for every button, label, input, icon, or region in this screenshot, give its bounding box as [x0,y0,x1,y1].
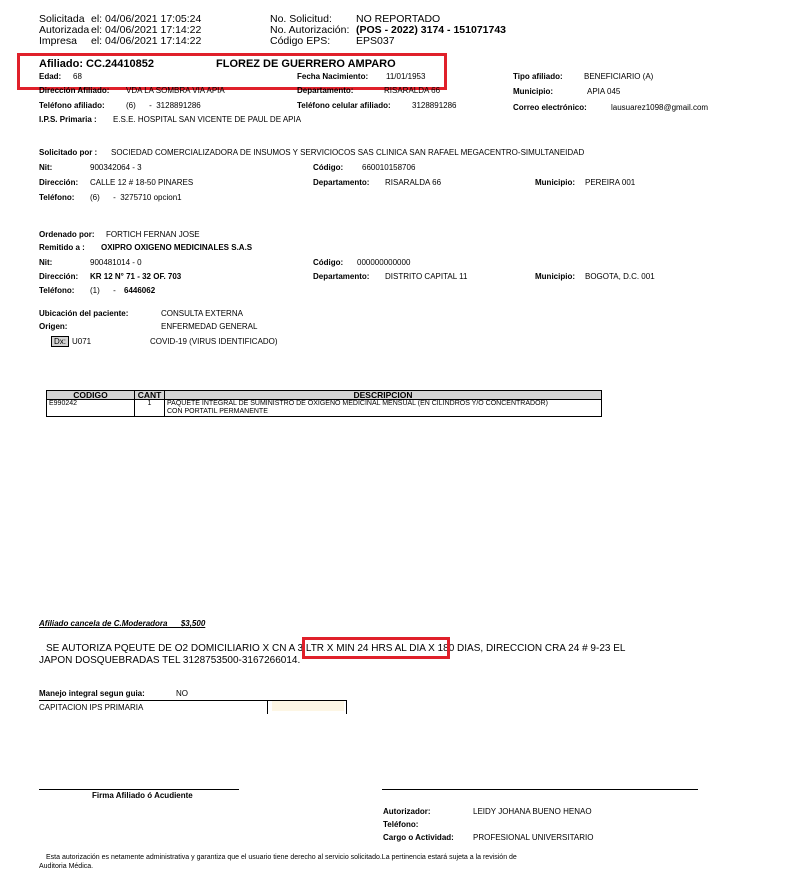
row-cant: 1 [135,400,165,417]
edad-label: Edad: [39,72,62,81]
items-table [46,390,602,417]
cargo-value: PROFESIONAL UNIVERSITARIO [473,833,594,842]
ordenado-value: FORTICH FERNAN JOSE [106,230,200,239]
footer-line2: Auditoria Médica. [39,863,94,870]
ordenado-nit-value: 900481014 - 0 [90,258,142,267]
fecha-nacimiento-value: 11/01/1953 [386,72,426,81]
capitacion-tick-1 [267,700,268,714]
correo-value: lausuarez1098@gmail.com [611,103,709,112]
manejo-label: Manejo integral segun guia: [39,689,145,698]
impresa-value: el: 04/06/2021 17:14:22 [91,35,202,47]
autorizador-line [382,789,698,790]
ordenado-departamento-label: Departamento: [313,272,370,281]
origen-value: ENFERMEDAD GENERAL [161,322,258,331]
afiliado-name: FLOREZ DE GUERRERO AMPARO [216,58,396,70]
solicitado-telefono-value: (6) - 3275710 opcion1 [90,193,182,202]
solicitado-municipio-value: PEREIRA 001 [585,178,636,187]
solicitado-nit-value: 900342064 - 3 [90,163,142,172]
celular-afiliado-value: 3128891286 [412,101,457,110]
origen-label: Origen: [39,322,68,331]
ordenado-municipio-label: Municipio: [535,272,575,281]
ordenado-telefono-prefix: (1) - [90,286,116,295]
autorizada-label: Autorizada [39,24,90,36]
solicitado-direccion-label: Dirección: [39,178,79,187]
row-descripcion [165,400,602,417]
edad-value: 68 [73,72,82,81]
ordenado-label: Ordenado por: [39,230,95,239]
departamento-afiliado-label: Departamento: [297,86,354,95]
no-autorizacion-label: No. Autorización: [270,24,350,36]
footer-line1: Esta autorización es netamente administrativa y garantiza que el usuario tiene derecho al servicio solicitado.La pertinencia estará sujeta a la revisión de [46,854,517,861]
capitacion-tick-2 [346,700,347,714]
autorizador-value: LEIDY JOHANA BUENO HENAO [473,807,592,816]
solicitado-direccion-value: CALLE 12 # 18-50 PINARES [90,178,194,187]
solicitado-nit-label: Nit: [39,163,53,172]
autorizada-value: el: 04/06/2021 17:14:22 [91,24,202,36]
ubicacion-value: CONSULTA EXTERNA [161,309,243,318]
autorizador-telefono-label: Teléfono: [383,820,419,829]
firma-line [39,789,239,790]
observacion-line2: JAPON DOSQUEBRADAS TEL 3128753500-3167266014. [39,655,301,666]
solicitado-municipio-label: Municipio: [535,178,575,187]
dx-tag: Dx: [51,336,69,347]
row-descripcion-line2: CON PORTATIL PERMANENTE [167,408,268,415]
solicitado-telefono-label: Teléfono: [39,193,75,202]
solicitada-label: Solicitada [39,13,85,25]
observacion-line1: SE AUTORIZA PQEUTE DE O2 DOMICILIARIO X CN A 3 LTR X MIN 24 HRS AL DIA X 180 DIAS, DIRECCION CRA 24 # 9-23 EL [46,643,626,654]
manejo-value: NO [176,689,188,698]
departamento-afiliado-value: RISARALDA 66 [384,86,441,95]
celular-afiliado-label: Teléfono celular afiliado: [297,101,391,110]
ordenado-direccion-value: KR 12 N° 71 - 32 OF. 703 [90,272,182,281]
direccion-afiliado-label: Dirección Afiliado: [39,86,110,95]
table-header-codigo: CODIGO [47,391,135,400]
autorizador-label: Autorizador: [383,807,431,816]
cuota-moderadora: Afiliado cancela de C.Moderadora $3,500 [39,619,206,628]
ordenado-codigo-value: 000000000000 [357,258,411,267]
firma-label: Firma Afiliado ó Acudiente [92,791,193,800]
ordenado-telefono-value: 6446062 [124,286,156,295]
solicitado-departamento-value: RISARALDA 66 [385,178,442,187]
direccion-afiliado-value: VDA LA SOMBRA VIA APIA [126,86,225,95]
codigo-eps-label: Código EPS: [270,35,331,47]
capitacion-text: CAPITACION IPS PRIMARIA [39,703,144,712]
table-header-descripcion: DESCRIPCION [165,391,602,400]
tipo-afiliado-value: BENEFICIARIO (A) [584,72,654,81]
remitido-label: Remitido a : [39,243,85,252]
dx-description: COVID-19 (VIRUS IDENTIFICADO) [150,337,278,346]
ips-primaria-value: E.S.E. HOSPITAL SAN VICENTE DE PAUL DE APIA [113,115,302,124]
dosage-highlight-box [302,637,450,659]
ordenado-direccion-label: Dirección: [39,272,79,281]
municipio-afiliado-label: Municipio: [513,87,553,96]
table-header-row [47,391,602,400]
row-codigo: E990242 [47,400,135,417]
remitido-value: OXIPRO OXIGENO MEDICINALES S.A.S [101,243,253,252]
tipo-afiliado-label: Tipo afiliado: [513,72,563,81]
ordenado-municipio-value: BOGOTA, D.C. 001 [585,272,655,281]
ordenado-departamento-value: DISTRITO CAPITAL 11 [385,272,468,281]
telefono-afiliado-value: (6) - 3128891286 [126,101,201,110]
table-row [47,400,602,417]
no-solicitud-label: No. Solicitud: [270,13,332,25]
fecha-nacimiento-label: Fecha Nacimiento: [297,72,369,81]
ordenado-telefono-label: Teléfono: [39,286,75,295]
capitacion-field [272,701,344,711]
dx-code: U071 [72,337,92,346]
table-header-cant: CANT [135,391,165,400]
ordenado-nit-label: Nit: [39,258,53,267]
ips-primaria-label: I.P.S. Primaria : [39,115,97,124]
no-solicitud-value: NO REPORTADO [356,13,441,25]
telefono-afiliado-label: Teléfono afiliado: [39,101,105,110]
municipio-afiliado-value: APIA 045 [587,87,621,96]
afiliado-id: Afiliado: CC.24410852 [39,58,154,70]
solicitada-value: el: 04/06/2021 17:05:24 [91,13,202,25]
no-autorizacion-value: (POS - 2022) 3174 - 151071743 [356,24,507,36]
codigo-eps-value: EPS037 [356,35,395,47]
impresa-label: Impresa [39,35,77,47]
solicitado-codigo-label: Código: [313,163,344,172]
cargo-label: Cargo o Actividad: [383,833,454,842]
solicitado-label: Solicitado por : [39,148,98,157]
ubicacion-label: Ubicación del paciente: [39,309,129,318]
correo-label: Correo electrónico: [513,103,587,112]
row-descripcion-line1: PAQUETE INTEGRAL DE SUMINISTRO DE OXIGENO MEDICINAL MENSUAL (EN CILINDROS Y/O CONCENTRADOR) [167,400,548,407]
solicitado-value: SOCIEDAD COMERCIALIZADORA DE INSUMOS Y SERVICIOCOS SAS CLINICA SAN RAFAEL MEGACENTRO-SIMULTANEIDAD [111,148,585,157]
ordenado-codigo-label: Código: [313,258,344,267]
solicitado-codigo-value: 660010158706 [362,163,416,172]
solicitado-departamento-label: Departamento: [313,178,370,187]
